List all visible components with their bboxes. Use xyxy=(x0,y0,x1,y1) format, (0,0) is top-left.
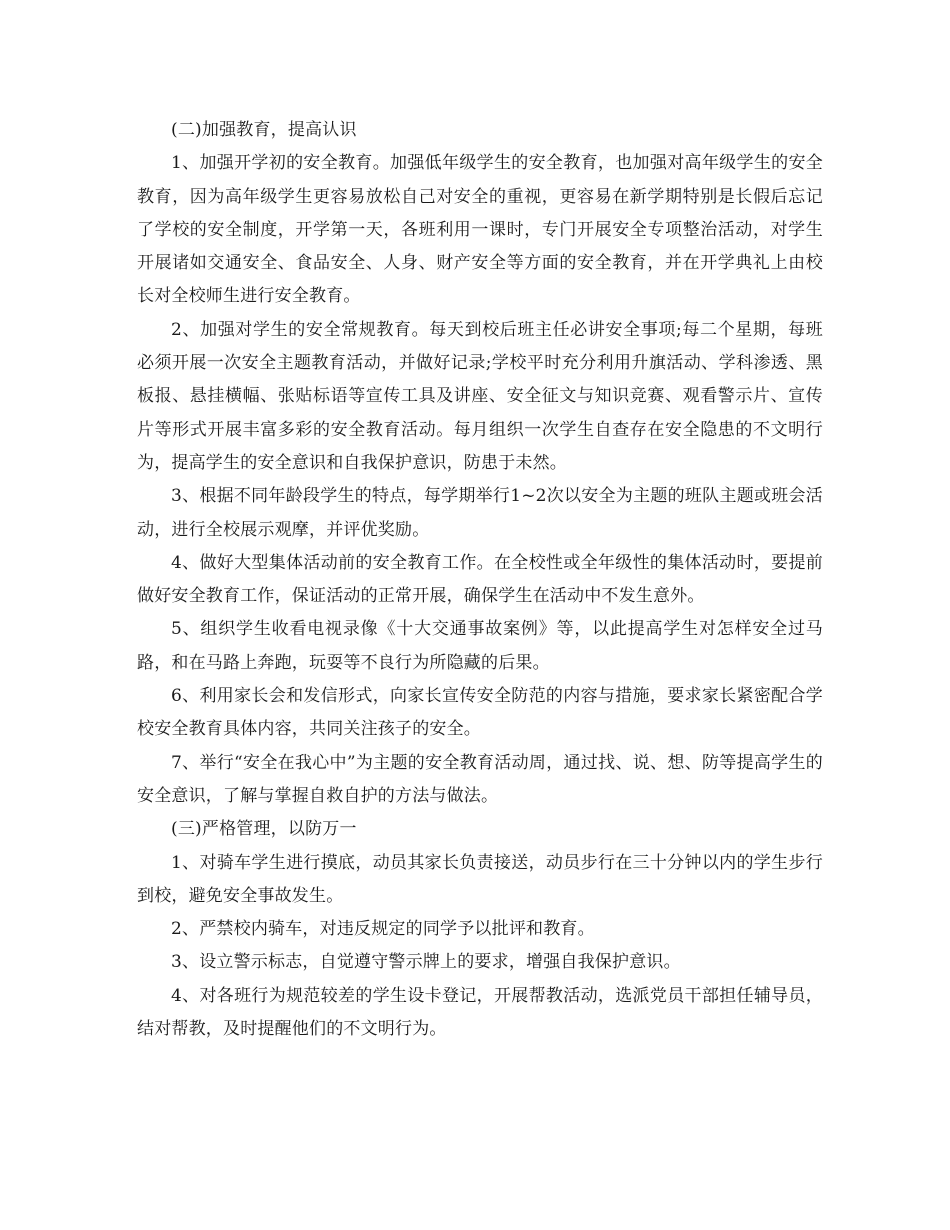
paragraph-item-7: 7、举行“安全在我心中”为主题的安全教育活动周，通过找、说、想、防等提高学生的安全意识，了解与掌握自救自护的方法与做法。 xyxy=(137,752,823,806)
document-body xyxy=(137,114,823,1046)
paragraph-management-4: 4、对各班行为规范较差的学生设卡登记，开展帮教活动，选派党员干部担任辅导员，结对帮教，及时提醒他们的不文明行为。 xyxy=(137,985,823,1040)
paragraph-management-2: 2、严禁校内骑车，对违反规定的同学予以批评和教育。 xyxy=(171,919,595,940)
paragraph-item-3: 3、根据不同年龄段学生的特点，每学期举行1~2次以安全为主题的班队主题或班会活动，进行全校展示观摩，并评优奖励。 xyxy=(137,486,823,540)
section-heading-management: (三)严格管理，以防万一 xyxy=(171,819,357,840)
paragraph-item-2: 2、加强对学生的安全常规教育。每天到校后班主任必讲安全事项;每二个星期，每班必须开展一次安全主题教育活动，并做好记录;学校平时充分利用升旗活动、学科渗透、黑板报、悬挂横幅、张贴标语等宣传工具及讲座、安全征文与知识竞赛、观看警示片、宣传片等形式开展丰富多彩的安全教育活动。每月组织一次学生自查存在安全隐患的不文明行为，提高学生的安全意识和自我保护意识，防患于未然。 xyxy=(137,319,823,473)
paragraph-item-6: 6、利用家长会和发信形式，向家长宣传安全防范的内容与措施，要求家长紧密配合学校安全教育具体内容，共同关注孩子的安全。 xyxy=(137,686,823,740)
paragraph-item-4: 4、做好大型集体活动前的安全教育工作。在全校性或全年级性的集体活动时，要提前做好安全教育工作，保证活动的正常开展，确保学生在活动中不发生意外。 xyxy=(137,552,823,607)
section-heading-education: (二)加强教育，提高认识 xyxy=(171,120,357,140)
paragraph-item-1: 1、加强开学初的安全教育。加强低年级学生的安全教育，也加强对高年级学生的安全教育，因为高年级学生更容易放松自己对安全的重视，更容易在新学期特别是长假后忘记了学校的安全制度，开学第一天，各班利用一课时，专门开展安全专项整治活动，对学生开展诸如交通安全、食品安全、人身、财产安全等方面的安全教育，并在开学典礼上由校长对全校师生进行安全教育。 xyxy=(137,153,823,307)
paragraph-management-1: 1、对骑车学生进行摸底，动员其家长负责接送，动员步行在三十分钟以内的学生步行到校，避免安全事故发生。 xyxy=(137,852,823,906)
paragraph-item-5: 5、组织学生收看电视录像《十大交通事故案例》等，以此提高学生对怎样安全过马路，和在马路上奔跑，玩耍等不良行为所隐藏的后果。 xyxy=(137,619,823,673)
paragraph-management-3: 3、设立警示标志，自觉遵守警示牌上的要求，增强自我保护意识。 xyxy=(171,952,681,973)
